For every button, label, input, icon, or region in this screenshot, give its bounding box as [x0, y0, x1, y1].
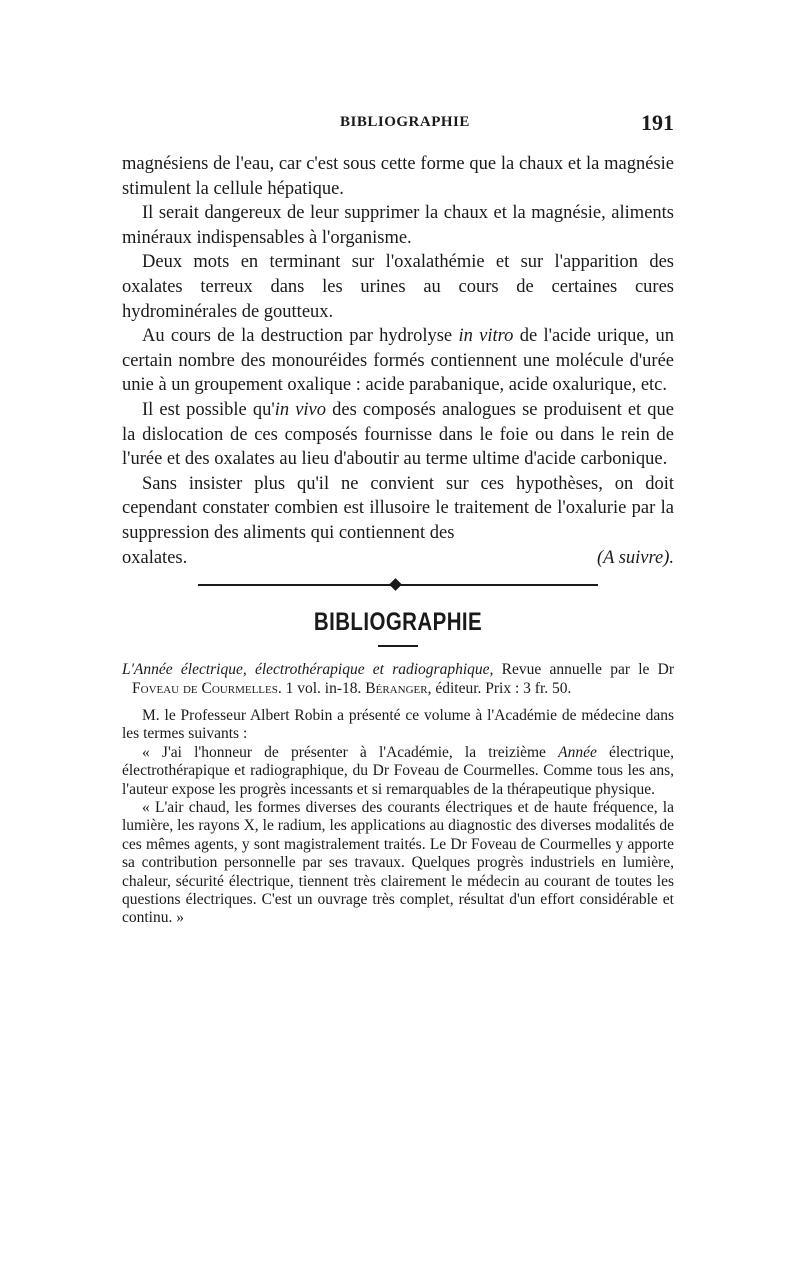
entry-description: Revue annuelle par le Dr — [493, 661, 674, 679]
closing-line — [122, 546, 674, 571]
paragraph — [122, 324, 674, 398]
review-paragraph — [122, 744, 674, 799]
book-publisher: Béranger — [365, 679, 428, 697]
page-number: 191 — [641, 110, 674, 135]
book-title: L'Année électrique, électrothérapique et radiographique, — [122, 661, 494, 679]
diamond-ornament-icon — [389, 578, 402, 591]
paragraph: Il serait dangereux de leur supprimer la chaux et la magnésie, aliments minéraux indispensables à l'organisme. — [122, 203, 674, 248]
italic-term: in vivo — [274, 399, 327, 420]
heading-rule — [378, 645, 418, 647]
section-heading: BIBLIOGRAPHIE — [313, 608, 483, 637]
bibliography-section — [122, 661, 674, 928]
italic-term: Année — [558, 743, 597, 761]
main-text — [122, 152, 674, 570]
review-paragraph: « L'air chaud, les formes diverses des courants électriques et de haute fréquence, la lumière, les rayons X, le radium, les applications au diagnostic des diverses modalités de ces mêmes agents, y sont magistralement traités. Le Dr Foveau de Courmelles y apporte sa contribution personnelle par ses travaux. Quelques progrès industriels en lumière, chaleur, sécurité électrique, tiennent très clairement le médecin au courant de toutes les questions électriques. C'est un ouvrage très complet, résultat d'un effort considérable et continu. » — [122, 798, 674, 927]
paragraph: Sans insister plus qu'il ne convient sur ces hypothèses, on doit cependant constater combien est illusoire le traitement de l'oxalurie par la suppression des aliments qui contiennent des — [122, 473, 674, 543]
ornamental-divider — [198, 578, 598, 592]
bibliography-entry — [122, 661, 674, 698]
closing-word: oxalates. — [122, 547, 188, 568]
paragraph — [122, 398, 674, 472]
entry-price: , éditeur. Prix : 3 fr. 50. — [427, 679, 572, 697]
text-run: Il est possible qu' — [142, 399, 275, 420]
running-title: BIBLIOGRAPHIE — [340, 114, 470, 130]
review-paragraph: M. le Professeur Albert Robin a présenté ce volume à l'Académie de médecine dans les termes suivants : — [122, 706, 674, 743]
text-run: de l'acide urique, un certain nombre des monouréides formés contiennent une molécule d'urée unie à un groupement oxalique : acide parabanique, acide oxalurique, etc. — [122, 326, 674, 396]
text-run: électrique, électrothérapique et radiographique, du Dr Foveau de Courmelles. Comme tous les ans, l'auteur expose les progrès incessants et si remarquables de la thérapeutique physique. — [122, 743, 674, 798]
book-page — [122, 110, 674, 928]
italic-term: in vitro — [458, 326, 514, 347]
paragraph: Deux mots en terminant sur l'oxalathémie et sur l'apparition des oxalates terreux dans les urines au cours de certaines cures hydrominérales de goutteux. — [122, 252, 674, 322]
text-run: des composés analogues se produisent et que la dislocation de ces composés fournisse dans le foie ou dans le rein de l'urée et des oxalates au lieu d'aboutir au terme ultime d'acide carbonique. — [122, 399, 675, 470]
running-head — [122, 110, 674, 136]
paragraph: magnésiens de l'eau, car c'est sous cette forme que la chaux et la magnésie stimulent la cellule hépatique. — [122, 154, 674, 199]
entry-details: . 1 vol. in-18. — [277, 679, 366, 697]
book-author: Foveau de Courmelles — [132, 679, 278, 697]
text-run: Au cours de la destruction par hydrolyse — [142, 326, 459, 347]
text-run: « J'ai l'honneur de présenter à l'Académie, la treizième — [142, 743, 559, 761]
to-be-continued: (A suivre). — [596, 547, 674, 568]
